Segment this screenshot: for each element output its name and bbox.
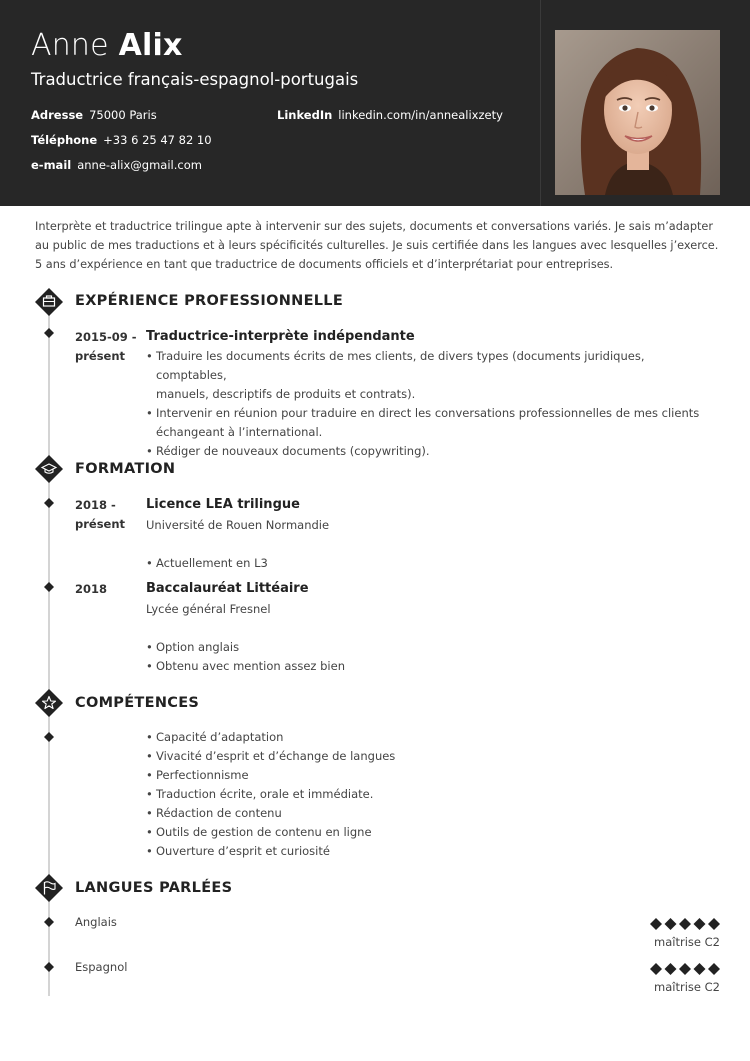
bullet-text: Option anglais (156, 640, 240, 654)
timeline-marker (44, 962, 54, 972)
phone-value: +33 6 25 47 82 10 (103, 133, 212, 147)
contact-address (31, 108, 157, 122)
experience-bullets (146, 347, 706, 461)
list-item (146, 385, 706, 404)
briefcase-icon (35, 288, 63, 316)
contact-phone (31, 133, 212, 147)
profile-photo (555, 30, 720, 195)
list-item (146, 823, 706, 842)
education-date (75, 580, 107, 599)
profile-summary: Interprète et traductrice trilingue apte à intervenir sur des sujets, documents et conversations variés. Je sais m’adapter au public de mes traductions et à leurs spécificités culturelles. Je suis certifiée dans les langues avec lesquelles j’exerce. 5 ans d’expérience en tant que traductrice de documents officiels et d’interprétariat pour entreprises. (35, 220, 719, 271)
date-line-end: présent (75, 349, 126, 363)
bullet-text: Rédiger de nouveaux documents (copywriting). (156, 444, 430, 458)
list-item (146, 347, 706, 385)
rating-diamond (694, 963, 706, 975)
bullet-text: Intervenir en réunion pour traduire en direct les conversations professionnelles de mes clients (156, 406, 700, 420)
experience-date (75, 328, 137, 366)
rating-diamond (708, 918, 720, 930)
address-label: Adresse (31, 108, 84, 122)
rating-diamond (665, 918, 677, 930)
last-name: Alix (118, 28, 183, 63)
bullet-text: manuels, descriptifs de produits et contrats). (156, 387, 416, 401)
star-icon (35, 689, 63, 717)
list-item (146, 554, 706, 573)
language-rating (650, 918, 720, 930)
list-item (146, 404, 706, 423)
full-name (31, 28, 183, 63)
section-title-experience: EXPÉRIENCE PROFESSIONNELLE (75, 293, 344, 309)
email-value[interactable]: anne-alix@gmail.com (77, 158, 202, 172)
linkedin-label: LinkedIn (277, 108, 333, 122)
list-item (146, 638, 706, 657)
bullet-text: échangeant à l’international. (156, 425, 323, 439)
date-line-start: 2018 (75, 582, 108, 596)
bullet-text: Traduire les documents écrits de mes clients, de divers types (documents juridiques, comptables, (156, 349, 645, 382)
list-item (146, 842, 706, 861)
bullet-text: Actuellement en L3 (156, 556, 268, 570)
phone-label: Téléphone (31, 133, 98, 147)
contact-linkedin (277, 108, 503, 122)
skill-text: Rédaction de contenu (156, 806, 282, 820)
language-name: Anglais (75, 915, 117, 929)
skill-text: Vivacité d’esprit et d’échange de langues (156, 749, 396, 763)
rating-diamond (650, 918, 662, 930)
rating-diamond (679, 918, 691, 930)
list-item (146, 442, 706, 461)
list-item (146, 785, 706, 804)
header (0, 0, 750, 206)
list-item (146, 657, 706, 676)
education-bullets (146, 554, 706, 573)
list-item (146, 423, 706, 442)
bullet-text: Obtenu avec mention assez bien (156, 659, 345, 673)
education-degree: Baccalauréat Littéaire (146, 581, 309, 596)
graduation-cap-icon (35, 455, 63, 483)
rating-diamond (694, 918, 706, 930)
address-value: 75000 Paris (89, 108, 157, 122)
rating-diamond (679, 963, 691, 975)
skill-text: Traduction écrite, orale et immédiate. (156, 787, 374, 801)
timeline-marker (44, 917, 54, 927)
first-name: Anne (31, 28, 109, 63)
header-divider (540, 0, 541, 206)
list-item (146, 766, 706, 785)
skills-list (146, 728, 706, 861)
linkedin-value[interactable]: linkedin.com/in/annealixzety (338, 108, 503, 122)
job-title: Traductrice français-espagnol-portugais (31, 70, 359, 89)
flag-icon (35, 874, 63, 902)
language-level: maîtrise C2 (654, 980, 720, 994)
education-bullets (146, 638, 706, 676)
education-school: Lycée général Fresnel (146, 602, 271, 616)
section-title-skills: COMPÉTENCES (75, 695, 200, 711)
skill-text: Perfectionnisme (156, 768, 249, 782)
experience-role: Traductrice-interprète indépendante (146, 329, 415, 344)
email-label: e-mail (31, 158, 72, 172)
language-rating (650, 963, 720, 975)
education-degree: Licence LEA trilingue (146, 497, 300, 512)
education-school: Université de Rouen Normandie (146, 518, 330, 532)
education-date (75, 496, 125, 534)
list-item (146, 804, 706, 823)
rating-diamond (665, 963, 677, 975)
timeline-marker (44, 582, 54, 592)
section-title-education: FORMATION (75, 461, 176, 477)
rating-diamond (650, 963, 662, 975)
contact-email (31, 158, 202, 172)
skill-text: Capacité d’adaptation (156, 730, 284, 744)
date-line-end: présent (75, 517, 126, 531)
language-level: maîtrise C2 (654, 935, 720, 949)
list-item (146, 728, 706, 747)
rating-diamond (708, 963, 720, 975)
section-title-languages: LANGUES PARLÉES (75, 880, 233, 896)
skill-text: Outils de gestion de contenu en ligne (156, 825, 372, 839)
date-line-start: 2015-09 - (75, 330, 137, 344)
skill-text: Ouverture d’esprit et curiosité (156, 844, 330, 858)
language-name: Espagnol (75, 960, 128, 974)
date-line-start: 2018 - (75, 498, 116, 512)
list-item (146, 747, 706, 766)
timeline-marker (44, 732, 54, 742)
timeline-marker (44, 498, 54, 508)
timeline-marker (44, 328, 54, 338)
